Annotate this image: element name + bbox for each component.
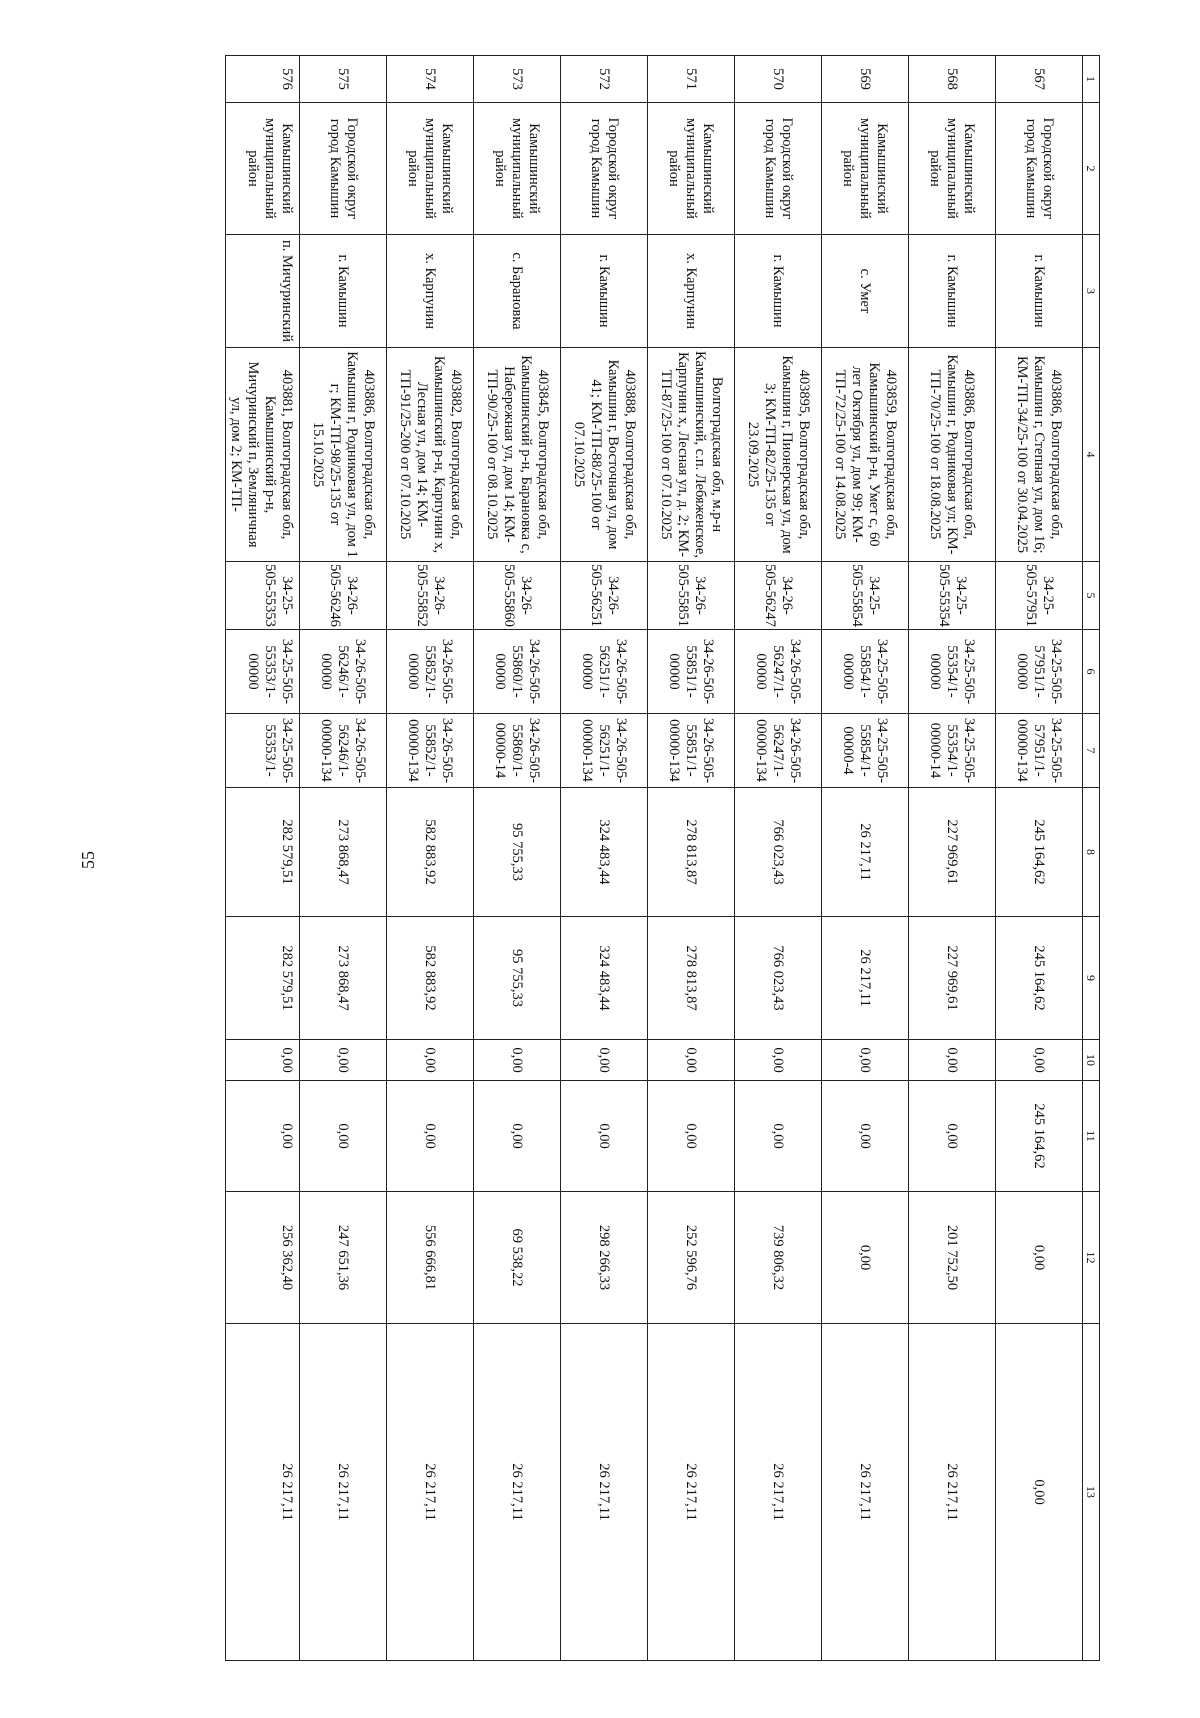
column-number: 4 (1083, 348, 1100, 562)
amount-cell: 26 217,11 (822, 788, 909, 917)
amount-cell: 766 023,43 (735, 917, 822, 1040)
amount-cell: 282 579,51 (226, 917, 300, 1040)
record-id-cell: 34-26-505-55860/1-00000-14 (474, 714, 561, 788)
row-number-cell: 567 (996, 56, 1083, 103)
amount-cell: 95 755,33 (474, 917, 561, 1040)
amount-cell: 252 596,76 (648, 1192, 735, 1324)
amount-cell: 0,00 (909, 1040, 996, 1081)
district-cell: Городской округ город Камышин (996, 103, 1083, 235)
amount-cell: 26 217,11 (387, 1324, 474, 1661)
table-row (226, 56, 300, 1661)
settlement-cell: г. Камышин (561, 235, 648, 348)
cadastral-code-cell: 34-26-505-56251 (561, 562, 648, 630)
registry-id-cell: 34-26-505-56247/1-00000 (735, 630, 822, 714)
amount-cell: 582 883,92 (387, 788, 474, 917)
row-number-cell: 568 (909, 56, 996, 103)
amount-cell: 0,00 (474, 1081, 561, 1192)
amount-cell: 69 538,22 (474, 1192, 561, 1324)
amount-cell: 0,00 (387, 1081, 474, 1192)
column-number: 13 (1083, 1324, 1100, 1661)
address-cell: Волгоградская обл, м.р-н Камышинский, с.п. Лебяженское, Карпунин х, Лесная ул, д. 2; КМ-ТП-87/25-100 от 07.10.2025 (648, 348, 735, 562)
column-number: 9 (1083, 917, 1100, 1040)
amount-cell: 0,00 (909, 1081, 996, 1192)
amount-cell: 0,00 (996, 1040, 1083, 1081)
row-number-cell: 571 (648, 56, 735, 103)
cadastral-code-cell: 34-25-505-55353 (226, 562, 300, 630)
amount-cell: 227 969,61 (909, 788, 996, 917)
amount-cell: 766 023,43 (735, 788, 822, 917)
settlement-cell: г. Камышин (909, 235, 996, 348)
registry-id-cell: 34-26-505-56251/1-00000 (561, 630, 648, 714)
column-number: 11 (1083, 1081, 1100, 1192)
rotated-table-container (225, 55, 1100, 1661)
record-id-cell: 34-26-505-55851/1-00000-134 (648, 714, 735, 788)
amount-cell: 0,00 (735, 1040, 822, 1081)
amount-cell: 278 813,87 (648, 917, 735, 1040)
district-cell: Камышинский муниципальный район (474, 103, 561, 235)
amount-cell: 26 217,11 (474, 1324, 561, 1661)
row-number-cell: 570 (735, 56, 822, 103)
amount-cell: 26 217,11 (822, 917, 909, 1040)
amount-cell: 273 868,47 (300, 788, 387, 917)
amount-cell: 0,00 (300, 1081, 387, 1192)
row-number-cell: 576 (226, 56, 300, 103)
amount-cell: 0,00 (561, 1040, 648, 1081)
amount-cell: 247 651,36 (300, 1192, 387, 1324)
amount-cell: 26 217,11 (648, 1324, 735, 1661)
settlement-cell: п. Мичуринский (226, 235, 300, 348)
row-number-cell: 575 (300, 56, 387, 103)
registry-id-cell: 34-25-505-55354/1-00000 (909, 630, 996, 714)
amount-cell: 26 217,11 (909, 1324, 996, 1661)
column-number: 2 (1083, 103, 1100, 235)
amount-cell: 26 217,11 (226, 1324, 300, 1661)
amount-cell: 245 164,62 (996, 917, 1083, 1040)
address-cell: 403888, Волгоградская обл, Камышин г, Восточная ул, дом 41; КМ-ТП-88/25-100 от 07.10.2025 (561, 348, 648, 562)
amount-cell: 739 806,32 (735, 1192, 822, 1324)
amount-cell: 282 579,51 (226, 788, 300, 917)
address-cell: 403859, Волгоградская обл, Камышинский р-н, Умет с, 60 лет Октября ул, дом 99; КМ-ТП-72/25-100 от 14.08.2025 (822, 348, 909, 562)
registry-id-cell: 34-26-505-55852/1-00000 (387, 630, 474, 714)
cadastral-code-cell: 34-25-505-55854 (822, 562, 909, 630)
amount-cell: 245 164,62 (996, 788, 1083, 917)
amount-cell: 0,00 (226, 1040, 300, 1081)
record-id-cell: 34-25-505-55854/1-00000-4 (822, 714, 909, 788)
district-cell: Камышинский муниципальный район (909, 103, 996, 235)
cadastral-code-cell: 34-26-505-55852 (387, 562, 474, 630)
cadastral-code-cell: 34-26-505-56246 (300, 562, 387, 630)
address-cell: 403881, Волгоградская обл, Камышинский р-н, Мичуринский п, Земляничная ул, дом 2; КМ-ТП- (226, 348, 300, 562)
amount-cell: 278 813,87 (648, 788, 735, 917)
address-cell: 403886, Волгоградская обл, Камышин г, Родниковая ул; КМ-ТП-70/25-100 от 18.08.2025 (909, 348, 996, 562)
column-number: 7 (1083, 714, 1100, 788)
record-id-cell: 34-26-505-56246/1-00000-134 (300, 714, 387, 788)
cadastral-code-cell: 34-25-505-55354 (909, 562, 996, 630)
settlement-cell: с. Умет (822, 235, 909, 348)
column-number: 12 (1083, 1192, 1100, 1324)
address-cell: 403886, Волгоградская обл, Камышин г, Степная ул, дом 16; КМ-ТП-34/25-100 от 30.04.2025 (996, 348, 1083, 562)
amount-cell: 0,00 (735, 1081, 822, 1192)
amount-cell: 556 666,81 (387, 1192, 474, 1324)
amount-cell: 0,00 (226, 1081, 300, 1192)
amount-cell: 256 362,40 (226, 1192, 300, 1324)
amount-cell: 95 755,33 (474, 788, 561, 917)
column-number: 3 (1083, 235, 1100, 348)
amount-cell: 201 752,50 (909, 1192, 996, 1324)
amount-cell: 0,00 (561, 1081, 648, 1192)
settlement-cell: х. Карпунин (387, 235, 474, 348)
amount-cell: 0,00 (822, 1081, 909, 1192)
settlement-cell: с. Барановка (474, 235, 561, 348)
row-number-cell: 573 (474, 56, 561, 103)
district-cell: Камышинский муниципальный район (648, 103, 735, 235)
row-number-cell: 569 (822, 56, 909, 103)
record-id-cell: 34-25-505-57951/1-00000-134 (996, 714, 1083, 788)
record-id-cell: 34-26-505-55852/1-00000-134 (387, 714, 474, 788)
settlement-cell: г. Камышин (996, 235, 1083, 348)
amount-cell: 324 483,44 (561, 788, 648, 917)
page-number: 55 (78, 851, 98, 869)
cadastral-code-cell: 34-26-505-55860 (474, 562, 561, 630)
cadastral-code-cell: 34-25-505-57951 (996, 562, 1083, 630)
amount-cell: 0,00 (996, 1324, 1083, 1661)
address-cell: 403882, Волгоградская обл, Камышинский р-н, Карпунин х, Лесная ул, дом 14; КМ-ТП-91/25-200 от 07.10.2025 (387, 348, 474, 562)
amount-cell: 324 483,44 (561, 917, 648, 1040)
registry-id-cell: 34-25-505-57951/1-00000 (996, 630, 1083, 714)
registry-id-cell: 34-25-505-55353/1-00000 (226, 630, 300, 714)
amount-cell: 0,00 (648, 1040, 735, 1081)
address-cell: 403845, Волгоградская обл, Камышинский р-н, Барановка с, Набережная ул, дом 14; КМ-ТП-90/25-100 от 08.10.2025 (474, 348, 561, 562)
table-row (561, 56, 648, 1661)
record-id-cell: 34-25-505-55354/1-00000-14 (909, 714, 996, 788)
table-row (909, 56, 996, 1661)
column-number: 1 (1083, 56, 1100, 103)
table-row (822, 56, 909, 1661)
settlement-cell: х. Карпунин (648, 235, 735, 348)
table-row (387, 56, 474, 1661)
cadastral-code-cell: 34-26-505-56247 (735, 562, 822, 630)
amount-cell: 0,00 (300, 1040, 387, 1081)
district-cell: Городской округ город Камышин (300, 103, 387, 235)
amount-cell: 26 217,11 (735, 1324, 822, 1661)
column-number: 10 (1083, 1040, 1100, 1081)
address-cell: 403886, Волгоградская обл, Камышин г, Родниковая ул, дом 1 г; КМ-ТП-98/25-135 от 15.10.2025 (300, 348, 387, 562)
row-number-cell: 572 (561, 56, 648, 103)
column-number: 8 (1083, 788, 1100, 917)
record-id-cell: 34-25-505-55353/1- (226, 714, 300, 788)
column-number-row (1083, 56, 1100, 1661)
district-cell: Городской округ город Камышин (561, 103, 648, 235)
amount-cell: 0,00 (822, 1040, 909, 1081)
row-number-cell: 574 (387, 56, 474, 103)
amount-cell: 26 217,11 (822, 1324, 909, 1661)
district-cell: Камышинский муниципальный район (226, 103, 300, 235)
data-table (225, 55, 1100, 1661)
table-row (474, 56, 561, 1661)
table-row (996, 56, 1083, 1661)
registry-id-cell: 34-26-505-56246/1-00000 (300, 630, 387, 714)
column-number: 5 (1083, 562, 1100, 630)
registry-id-cell: 34-26-505-55860/1-00000 (474, 630, 561, 714)
amount-cell: 0,00 (387, 1040, 474, 1081)
amount-cell: 0,00 (474, 1040, 561, 1081)
record-id-cell: 34-26-505-56247/1-00000-134 (735, 714, 822, 788)
registry-id-cell: 34-26-505-55851/1-00000 (648, 630, 735, 714)
amount-cell: 298 266,33 (561, 1192, 648, 1324)
amount-cell: 245 164,62 (996, 1081, 1083, 1192)
table-row (735, 56, 822, 1661)
amount-cell: 0,00 (648, 1081, 735, 1192)
amount-cell: 227 969,61 (909, 917, 996, 1040)
amount-cell: 273 868,47 (300, 917, 387, 1040)
district-cell: Камышинский муниципальный район (387, 103, 474, 235)
table-row (648, 56, 735, 1661)
column-number: 6 (1083, 630, 1100, 714)
amount-cell: 26 217,11 (300, 1324, 387, 1661)
settlement-cell: г. Камышин (300, 235, 387, 348)
settlement-cell: г. Камышин (735, 235, 822, 348)
amount-cell: 0,00 (996, 1192, 1083, 1324)
amount-cell: 582 883,92 (387, 917, 474, 1040)
amount-cell: 26 217,11 (561, 1324, 648, 1661)
district-cell: Городской округ город Камышин (735, 103, 822, 235)
amount-cell: 0,00 (822, 1192, 909, 1324)
record-id-cell: 34-26-505-56251/1-00000-134 (561, 714, 648, 788)
address-cell: 403895, Волгоградская обл, Камышин г, Пионерская ул, дом 3; КМ-ТП-82/25-135 от 23.09.2025 (735, 348, 822, 562)
registry-id-cell: 34-25-505-55854/1-00000 (822, 630, 909, 714)
table-row (300, 56, 387, 1661)
cadastral-code-cell: 34-26-505-55851 (648, 562, 735, 630)
district-cell: Камышинский муниципальный район (822, 103, 909, 235)
